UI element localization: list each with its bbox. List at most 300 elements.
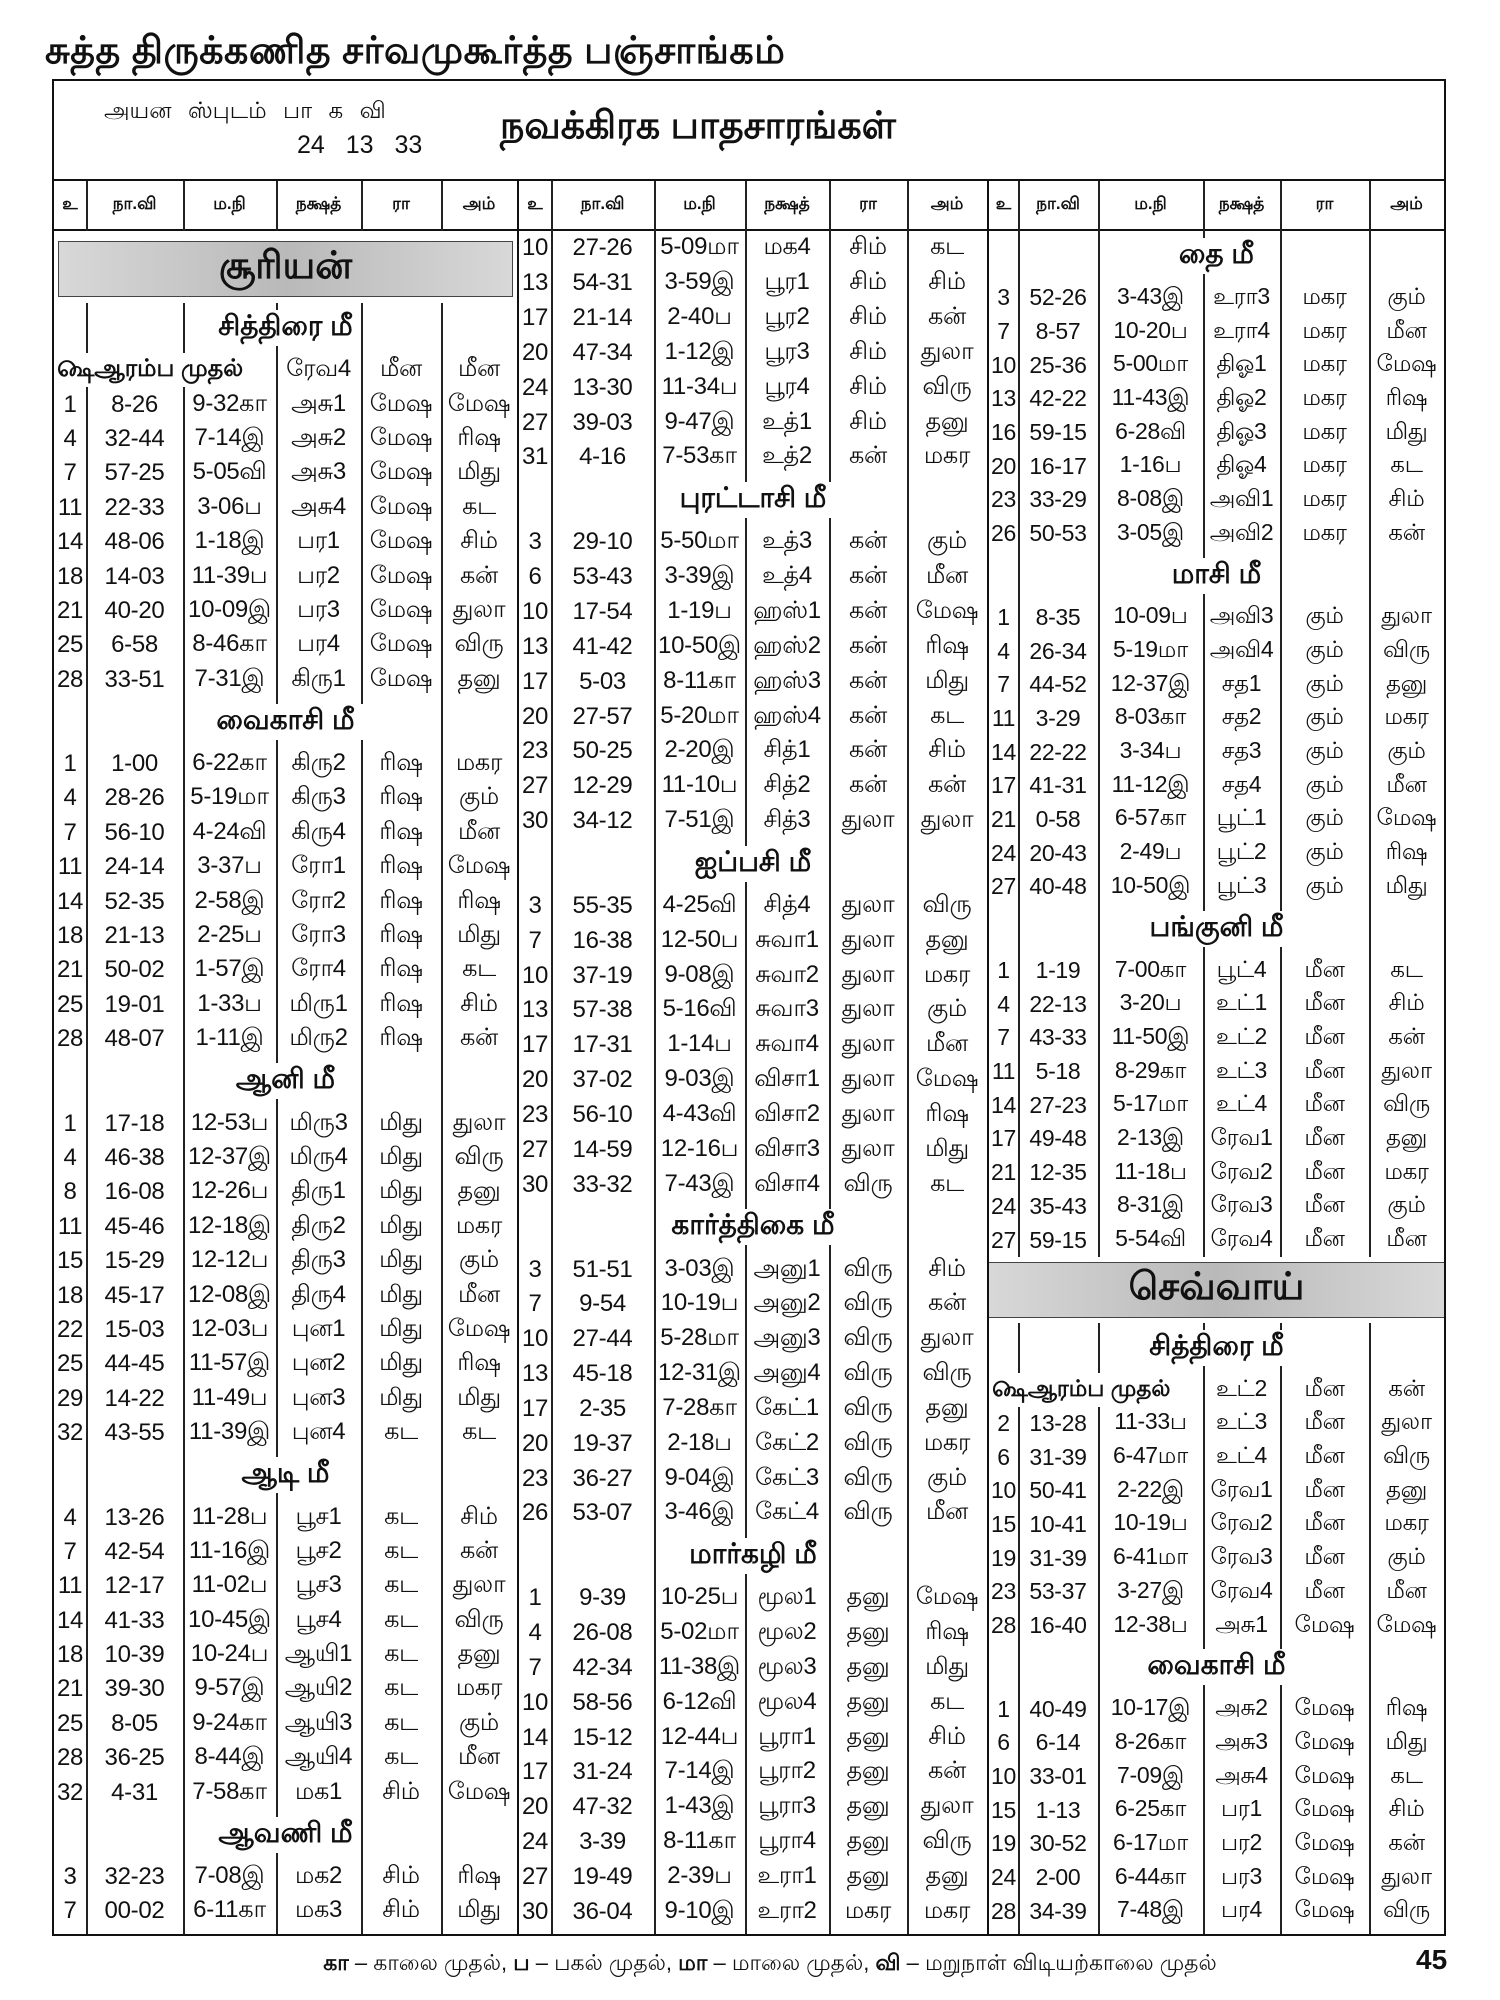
nakshatra-cell: பூர1 xyxy=(764,268,810,296)
amsa-cell: மகர xyxy=(923,1428,971,1456)
nakshatra-cell: ரோ2 xyxy=(291,886,346,914)
rasi-cell: சிம் xyxy=(382,1896,420,1924)
nazhigai-cell: 37-19 xyxy=(572,961,633,989)
table-row xyxy=(54,816,517,850)
nazhigai-cell: 16-17 xyxy=(1029,452,1087,479)
nazhigai-cell: 19-01 xyxy=(104,990,165,1018)
nakshatra-cell: உரா1 xyxy=(757,1862,817,1890)
rasi-cell: மேஷ xyxy=(369,389,433,417)
day-cell: 23 xyxy=(521,1464,549,1492)
table-row xyxy=(519,440,987,475)
amsa-cell: துலா xyxy=(1381,1056,1432,1083)
month-heading xyxy=(989,1642,1444,1692)
time-cell: 7-43இ xyxy=(664,1169,735,1197)
time-cell: 9-04இ xyxy=(664,1463,735,1491)
nakshatra-cell: சுவா4 xyxy=(755,1030,819,1058)
time-cell: 3-05இ xyxy=(1117,518,1184,545)
day-cell: 27 xyxy=(521,772,549,800)
amsa-cell: மேஷ xyxy=(447,389,511,417)
time-cell: 11-38இ xyxy=(658,1652,741,1680)
table-row xyxy=(54,422,517,456)
day-cell: 25 xyxy=(56,631,84,659)
table-row xyxy=(989,1827,1444,1861)
table-row xyxy=(519,1063,987,1098)
month-label: மார்கழி மீ xyxy=(681,1538,825,1574)
planetary-transit-table xyxy=(52,79,1446,1936)
day-cell: 14 xyxy=(56,1606,84,1634)
nakshatra-cell: கேட்1 xyxy=(755,1393,819,1421)
day-cell: 7 xyxy=(63,1537,77,1565)
time-cell: 8-46கா xyxy=(192,630,267,658)
nakshatra-cell: ஹஸ்2 xyxy=(753,631,821,659)
amsa-cell: விரு xyxy=(454,1143,504,1170)
table-row xyxy=(989,1508,1444,1542)
nakshatra-cell: ஆயி2 xyxy=(284,1674,353,1702)
day-cell: 2 xyxy=(997,1409,1010,1436)
day-cell: 11 xyxy=(57,493,83,521)
section-title: நவக்கிரக பாதசாரங்கள் xyxy=(500,105,896,147)
time-cell: 6-22கா xyxy=(192,749,267,777)
nakshatra-cell: பர1 xyxy=(1221,1795,1262,1822)
rasi-cell: விரு xyxy=(843,1254,893,1282)
nazhigai-cell: 5-03 xyxy=(579,667,626,695)
nakshatra-cell: சித்2 xyxy=(763,771,811,799)
time-cell: 6-28வி xyxy=(1115,417,1186,444)
time-cell: 11-39இ xyxy=(188,1418,271,1446)
amsa-cell: மகர xyxy=(1384,1157,1429,1184)
nakshatra-cell: அசு2 xyxy=(1215,1694,1268,1721)
day-cell: 14 xyxy=(521,1723,549,1751)
nazhigai-cell: 5-18 xyxy=(1035,1058,1081,1085)
rasi-cell: மேஷ xyxy=(369,664,433,692)
nazhigai-cell: 15-12 xyxy=(572,1723,633,1751)
nazhigai-cell: 41-33 xyxy=(104,1606,165,1634)
amsa-cell: கன் xyxy=(927,1289,967,1317)
nakshatra-cell: மிரு1 xyxy=(289,989,348,1017)
amsa-cell: கட xyxy=(930,701,964,729)
amsa-cell: சிம் xyxy=(928,1254,966,1282)
nazhigai-cell: 21-14 xyxy=(572,304,633,332)
month-heading xyxy=(989,1323,1444,1373)
amsa-cell: ரிஷ xyxy=(925,1099,969,1127)
day-cell: 24 xyxy=(991,1192,1016,1219)
table-row xyxy=(989,348,1444,382)
day-cell: 7 xyxy=(63,818,77,846)
table-row xyxy=(54,663,517,697)
day-cell: 21 xyxy=(56,956,84,984)
nakshatra-cell: பர2 xyxy=(1221,1828,1262,1855)
rasi-cell: துலா xyxy=(841,995,895,1023)
amsa-cell: மீன xyxy=(925,1030,969,1058)
time-cell: 5-19மா xyxy=(1112,636,1189,663)
column-rule xyxy=(361,181,363,1934)
rasi-cell: மிது xyxy=(379,1349,423,1377)
rasi-cell: மீன xyxy=(1304,1123,1345,1150)
nakshatra-cell: புன1 xyxy=(291,1314,346,1342)
rasi-cell: மேஷ xyxy=(1294,1795,1355,1822)
time-cell: 8-11கா xyxy=(663,666,736,694)
day-cell: 13 xyxy=(521,996,549,1024)
rasi-cell: கன் xyxy=(848,631,888,659)
column-header-5: ரா xyxy=(859,194,877,213)
amsa-cell: மகர xyxy=(923,442,971,470)
amsa-cell: கும் xyxy=(459,1246,499,1274)
day-cell: 15 xyxy=(56,1247,84,1275)
nazhigai-cell: 1-19 xyxy=(1035,957,1081,984)
amsa-cell: மீன xyxy=(457,355,501,383)
day-cell: 14 xyxy=(56,528,84,556)
day-cell: 3 xyxy=(528,1255,542,1283)
rasi-cell: ரிஷ xyxy=(379,783,423,811)
table-row xyxy=(989,1440,1444,1474)
amsa-cell: தனு xyxy=(925,1862,969,1890)
time-cell: 3-06ப xyxy=(197,492,262,520)
column-body xyxy=(54,231,517,1929)
day-cell: 1 xyxy=(997,603,1010,630)
time-cell: 3-43இ xyxy=(1117,282,1184,309)
nakshatra-cell: பர2 xyxy=(297,561,340,589)
rasi-cell: கும் xyxy=(1305,838,1344,865)
rasi-cell: மீன xyxy=(1304,989,1345,1016)
nazhigai-cell: 41-42 xyxy=(572,632,633,660)
nazhigai-cell: 59-15 xyxy=(1029,1226,1087,1253)
day-cell: 28 xyxy=(56,665,84,693)
rasi-cell: சிம் xyxy=(849,233,887,261)
amsa-cell: மீன xyxy=(1386,316,1427,343)
day-cell: 13 xyxy=(991,385,1016,412)
month-heading xyxy=(519,475,987,525)
rasi-cell: கும் xyxy=(1305,804,1344,831)
table-row xyxy=(519,1391,987,1426)
day-cell: 26 xyxy=(991,520,1016,547)
table-row xyxy=(989,449,1444,483)
day-cell: 4 xyxy=(997,990,1010,1017)
column-header-1: உ xyxy=(995,194,1012,213)
rasi-cell: மீன xyxy=(1304,1022,1345,1049)
rasi-cell: தனு xyxy=(846,1722,890,1750)
time-cell: 10-45இ xyxy=(188,1605,271,1633)
time-cell: 2-49ப xyxy=(1119,838,1182,865)
day-cell: 30 xyxy=(521,807,549,835)
amsa-cell: தனு xyxy=(1385,669,1428,696)
table-row xyxy=(989,416,1444,450)
time-cell: 8-44இ xyxy=(194,1743,265,1771)
table-row xyxy=(54,988,517,1022)
day-cell: 10 xyxy=(991,1477,1016,1504)
day-cell: 17 xyxy=(521,1031,549,1059)
time-cell: 1-57இ xyxy=(194,955,265,983)
table-row xyxy=(519,664,987,699)
nazhigai-cell: 56-10 xyxy=(104,818,165,846)
rasi-cell: மிது xyxy=(379,1143,423,1170)
day-cell: 25 xyxy=(56,1350,84,1378)
nakshatra-cell: சித்1 xyxy=(763,736,811,764)
table-row xyxy=(519,699,987,734)
nazhigai-cell: 28-26 xyxy=(104,784,165,812)
day-cell: 7 xyxy=(997,671,1010,698)
table-row xyxy=(54,1022,517,1056)
table-row xyxy=(54,1175,517,1209)
month-label: கார்த்திகை மீ xyxy=(663,1209,842,1245)
table-row xyxy=(519,1167,987,1202)
rasi-cell: கட xyxy=(384,1605,418,1633)
day-cell: 10 xyxy=(991,351,1016,378)
nazhigai-cell: 6-58 xyxy=(111,631,158,659)
table-row xyxy=(519,1322,987,1357)
nakshatra-cell: பூட்3 xyxy=(1216,871,1267,898)
rasi-cell: விரு xyxy=(843,1428,893,1456)
amsa-cell: விரு xyxy=(454,630,504,658)
legend-abbr: ப xyxy=(513,1950,530,1975)
rasi-cell: மேஷ xyxy=(1294,1761,1355,1788)
amsa-cell: தனு xyxy=(457,664,501,692)
amsa-cell: கட xyxy=(462,955,496,983)
nazhigai-cell: 4-31 xyxy=(111,1778,158,1806)
day-cell: 23 xyxy=(521,1100,549,1128)
time-cell: 9-32கா xyxy=(192,389,267,417)
table-header-area xyxy=(54,81,1444,181)
time-cell: 11-10ப xyxy=(661,771,738,799)
table-row xyxy=(519,1790,987,1825)
time-cell: 9-24கா xyxy=(192,1708,267,1736)
table-row xyxy=(54,1672,517,1706)
nakshatra-cell: உரா4 xyxy=(1213,316,1270,343)
day-cell: 6 xyxy=(997,1443,1010,1470)
table-row xyxy=(519,1287,987,1322)
rasi-cell: மீன xyxy=(1304,1408,1345,1435)
month-label: ஆனி மீ xyxy=(228,1063,343,1099)
rasi-cell: மகர xyxy=(1302,316,1347,343)
rasi-cell: துலா xyxy=(841,806,895,834)
nazhigai-cell: 17-54 xyxy=(572,598,633,626)
table-row xyxy=(54,491,517,525)
table-row xyxy=(54,781,517,815)
column-header-row xyxy=(54,181,517,231)
nakshatra-cell: அனு2 xyxy=(753,1289,821,1317)
amsa-cell: தனு xyxy=(925,407,969,435)
start-label: ௸ஆரம்ப முதல் xyxy=(989,1373,1203,1407)
table-row xyxy=(54,1894,517,1928)
column-header-2: நா.வி xyxy=(580,194,625,213)
nazhigai-cell: 13-30 xyxy=(572,373,633,401)
time-cell: 5-54வி xyxy=(1115,1225,1186,1252)
day-cell: 30 xyxy=(521,1897,549,1925)
month-label: ஆவணி மீ xyxy=(210,1817,360,1853)
rasi-cell: சிம் xyxy=(382,1862,420,1890)
time-cell: 6-47மா xyxy=(1112,1442,1189,1469)
table-row xyxy=(519,1755,987,1790)
day-cell: 10 xyxy=(521,598,549,626)
day-cell: 4 xyxy=(63,784,77,812)
rasi-cell: மீன xyxy=(1304,955,1345,982)
column-rule xyxy=(276,181,278,1934)
day-cell: 17 xyxy=(521,667,549,695)
legend-text: – பகல் முதல், xyxy=(529,1950,679,1975)
time-cell: 11-50இ xyxy=(1111,1022,1190,1049)
rasi-cell: கன் xyxy=(848,597,888,625)
table-row xyxy=(989,1760,1444,1794)
time-cell: 11-33ப xyxy=(1114,1408,1187,1435)
nazhigai-cell: 59-15 xyxy=(1029,419,1087,446)
table-row xyxy=(989,836,1444,870)
amsa-cell: கும் xyxy=(1387,1191,1426,1218)
day-cell: 28 xyxy=(56,1744,84,1772)
nakshatra-cell: கிரு4 xyxy=(291,817,346,845)
table-row xyxy=(54,1535,517,1569)
nazhigai-cell: 52-26 xyxy=(1029,284,1087,311)
amsa-cell: விரு xyxy=(922,890,972,918)
rasi-cell: துலா xyxy=(841,1134,895,1162)
table-row xyxy=(54,525,517,559)
time-cell: 5-05வி xyxy=(192,458,267,486)
rasi-cell: கும் xyxy=(1305,669,1344,696)
time-cell: 11-39ப xyxy=(191,561,268,589)
rasi-cell: மேஷ xyxy=(369,561,433,589)
table-row xyxy=(54,1707,517,1741)
table-row xyxy=(519,1825,987,1860)
day-cell: 18 xyxy=(56,1281,84,1309)
nazhigai-cell: 48-06 xyxy=(104,528,165,556)
time-cell: 7-14இ xyxy=(664,1757,735,1785)
time-cell: 12-08இ xyxy=(188,1280,271,1308)
rasi-cell: துலா xyxy=(841,1065,895,1093)
rasi-cell: மகர xyxy=(1302,518,1347,545)
day-cell: 14 xyxy=(991,1091,1016,1118)
table-row xyxy=(519,734,987,769)
table-row xyxy=(54,1569,517,1603)
amsa-cell: ரிஷ xyxy=(457,1862,501,1890)
table-row xyxy=(54,1278,517,1312)
nazhigai-cell: 12-29 xyxy=(572,772,633,800)
column-header-6: அம் xyxy=(462,194,496,213)
rasi-cell: கும் xyxy=(1305,602,1344,629)
nakshatra-cell: திஓ3 xyxy=(1216,417,1267,444)
table-row xyxy=(519,958,987,993)
day-cell: 10 xyxy=(521,961,549,989)
nazhigai-cell: 37-02 xyxy=(572,1066,633,1094)
table-row xyxy=(519,1651,987,1686)
table-row xyxy=(54,456,517,490)
amsa-cell: மேஷ xyxy=(447,1777,511,1805)
table-row xyxy=(989,517,1444,551)
day-cell: 25 xyxy=(56,990,84,1018)
day-cell: 20 xyxy=(521,1429,549,1457)
nakshatra-cell: கேட்4 xyxy=(755,1498,819,1526)
rasi-cell: மேஷ xyxy=(369,630,433,658)
amsa-cell: ரிஷ xyxy=(1385,1694,1428,1721)
nazhigai-cell: 58-56 xyxy=(572,1688,633,1716)
nazhigai-cell: 10-41 xyxy=(1029,1510,1087,1537)
time-cell: 10-19ப xyxy=(1113,1509,1188,1536)
table-row xyxy=(989,1692,1444,1726)
rasi-cell: கன் xyxy=(848,442,888,470)
nazhigai-cell: 42-54 xyxy=(104,1537,165,1565)
time-cell: 7-51இ xyxy=(664,806,735,834)
nazhigai-cell: 1-13 xyxy=(1035,1796,1081,1823)
nakshatra-cell: புன3 xyxy=(291,1383,346,1411)
nazhigai-cell: 43-33 xyxy=(1029,1024,1087,1051)
table-row xyxy=(54,1141,517,1175)
nakshatra-cell: பூச2 xyxy=(295,1536,342,1564)
column-rule xyxy=(654,181,656,1934)
amsa-cell: விரு xyxy=(454,1605,504,1633)
amsa-cell: கும் xyxy=(1387,737,1426,764)
table-row xyxy=(54,953,517,987)
table-row xyxy=(519,804,987,839)
amsa-cell: கட xyxy=(1390,1761,1423,1788)
month-heading xyxy=(519,1531,987,1581)
day-cell: 16 xyxy=(991,419,1016,446)
month-label: மாசி மீ xyxy=(1164,558,1269,594)
day-cell: 15 xyxy=(991,1510,1016,1537)
nazhigai-cell: 22-22 xyxy=(1029,738,1087,765)
nazhigai-cell: 44-45 xyxy=(104,1350,165,1378)
table-row xyxy=(519,1357,987,1392)
amsa-cell: மகர xyxy=(455,749,503,777)
column-header-4: நக்ஷத் xyxy=(1218,194,1265,213)
table-row xyxy=(519,1252,987,1287)
time-cell: 11-02ப xyxy=(191,1571,268,1599)
legend-text: – காலை முதல், xyxy=(348,1950,514,1975)
rasi-cell: மகர xyxy=(1302,282,1347,309)
month-heading xyxy=(989,231,1444,281)
time-cell: 12-38ப xyxy=(1113,1610,1188,1637)
day-cell: 17 xyxy=(991,1125,1016,1152)
nazhigai-cell: 47-32 xyxy=(572,1793,633,1821)
nakshatra-cell: பர4 xyxy=(297,630,340,658)
nazhigai-cell: 33-01 xyxy=(1029,1763,1087,1790)
nazhigai-cell: 10-39 xyxy=(104,1641,165,1669)
column-header-4: நக்ஷத் xyxy=(295,194,342,213)
time-cell: 11-49ப xyxy=(191,1383,268,1411)
table-row xyxy=(54,1106,517,1140)
amsa-cell: மீன xyxy=(1386,770,1427,797)
time-cell: 6-25கா xyxy=(1114,1795,1187,1822)
table-row xyxy=(54,1638,517,1672)
rasi-cell: மிது xyxy=(379,1280,423,1308)
amsa-cell: மகர xyxy=(923,1896,971,1924)
day-cell: 3 xyxy=(63,1863,77,1891)
rasi-cell: மீன xyxy=(1304,1374,1345,1401)
time-cell: 12-50ப xyxy=(660,925,739,953)
nakshatra-cell: ரேவ2 xyxy=(1210,1509,1273,1536)
table-row xyxy=(989,281,1444,315)
amsa-cell: துலா xyxy=(452,595,506,623)
time-cell: 3-39இ xyxy=(664,562,735,590)
time-cell: 4-24வி xyxy=(192,817,267,845)
day-cell: 20 xyxy=(521,1793,549,1821)
table-row xyxy=(519,1426,987,1461)
day-cell: 10 xyxy=(991,1763,1016,1790)
table-row xyxy=(54,747,517,781)
table-row xyxy=(989,601,1444,635)
nakshatra-cell: உட்3 xyxy=(1215,1408,1268,1435)
table-row xyxy=(989,1021,1444,1055)
table-row xyxy=(989,382,1444,416)
time-cell: 12-16ப xyxy=(660,1134,739,1162)
amsa-cell: விரு xyxy=(1383,1090,1430,1117)
time-cell: 10-25ப xyxy=(660,1583,739,1611)
column-rule xyxy=(1369,181,1371,1934)
nakshatra-cell: உத்2 xyxy=(762,442,812,470)
day-cell: 10 xyxy=(521,1688,549,1716)
table-row xyxy=(989,315,1444,349)
rasi-cell: ரிஷ xyxy=(379,817,423,845)
day-cell: 7 xyxy=(528,1653,542,1681)
nakshatra-cell: மக2 xyxy=(294,1862,343,1890)
month-heading xyxy=(989,904,1444,954)
table-row xyxy=(989,1190,1444,1224)
